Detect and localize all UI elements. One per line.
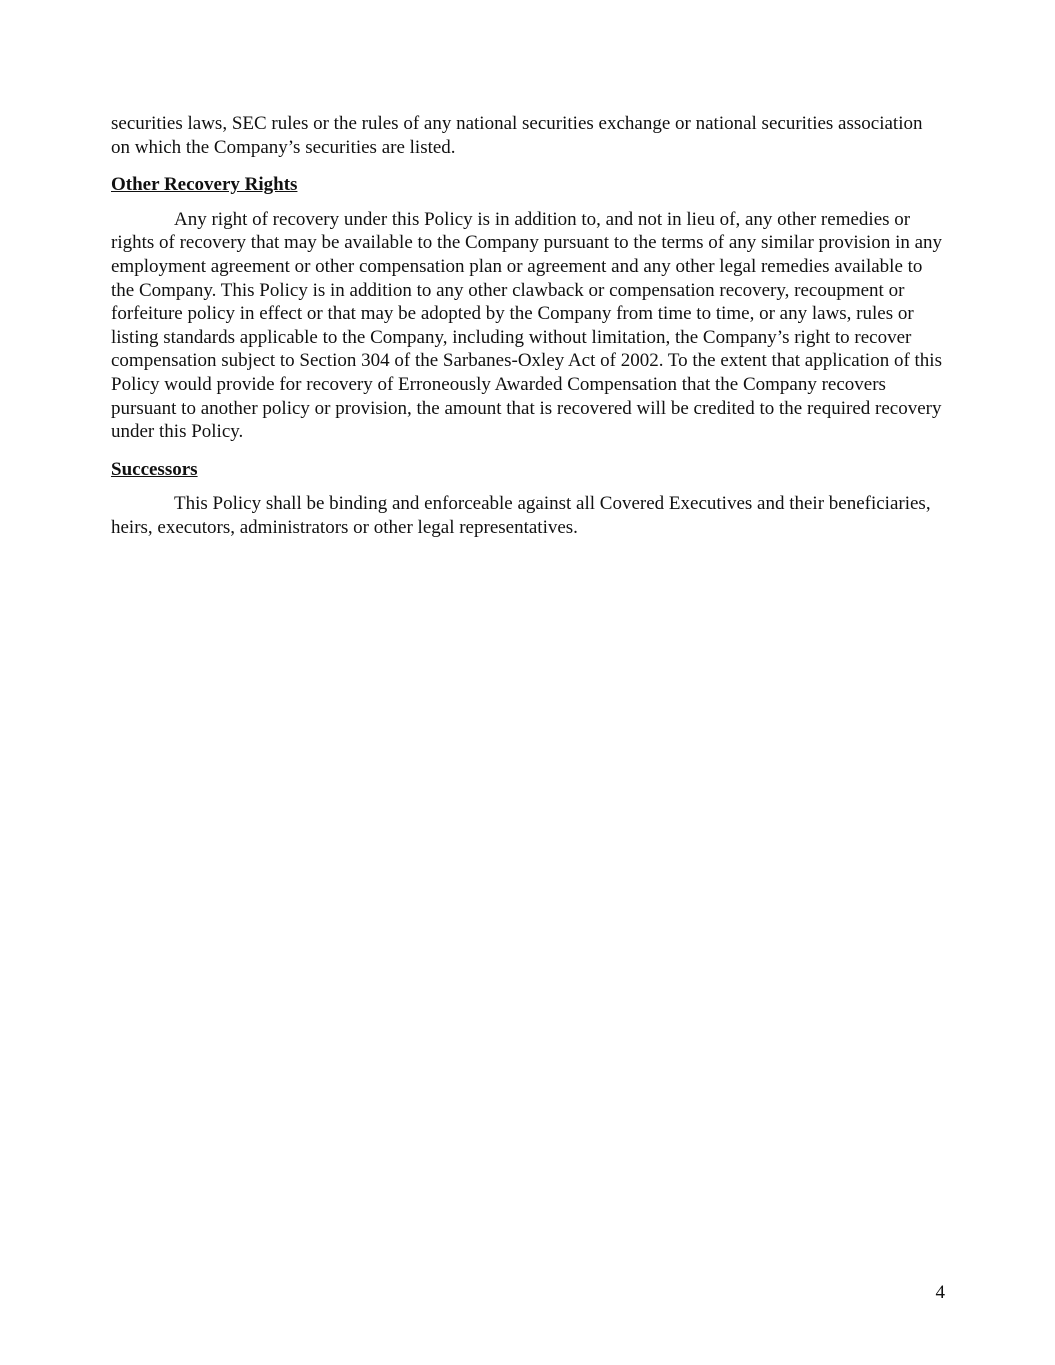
- page-content: [111, 112, 943, 540]
- section-heading-other-recovery-rights: Other Recovery Rights: [111, 174, 298, 196]
- page-number: 4: [935, 1282, 945, 1303]
- continuation-paragraph: securities laws, SEC rules or the rules of any national securities exchange or national securities association on which the Company’s securities are listed.: [111, 113, 923, 158]
- section-body-successors: This Policy shall be binding and enforceable against all Covered Executives and their beneficiaries, heirs, executors, administrators or other legal representatives.: [111, 493, 931, 538]
- section-heading-successors: Successors: [111, 458, 198, 480]
- section-body-other-recovery-rights: Any right of recovery under this Policy is in addition to, and not in lieu of, any other remedies or rights of recovery that may be available to the Company pursuant to the terms of any similar provision in any employment agreement or other compensation plan or agreement and any other legal remedies available to the Company. This Policy is in addition to any other clawback or compensation recovery, recoupment or forfeiture policy in effect or that may be adopted by the Company from time to time, or any laws, rules or listing standards applicable to the Company, including without limitation, the Company’s right to recover compensation subject to Section 304 of the Sarbanes-Oxley Act of 2002. To the extent that application of this Policy would provide for recovery of Erroneously Awarded Compensation that the Company recovers pursuant to another policy or provision, the amount that is recovered will be credited to the required recovery under this Policy.: [111, 208, 943, 443]
